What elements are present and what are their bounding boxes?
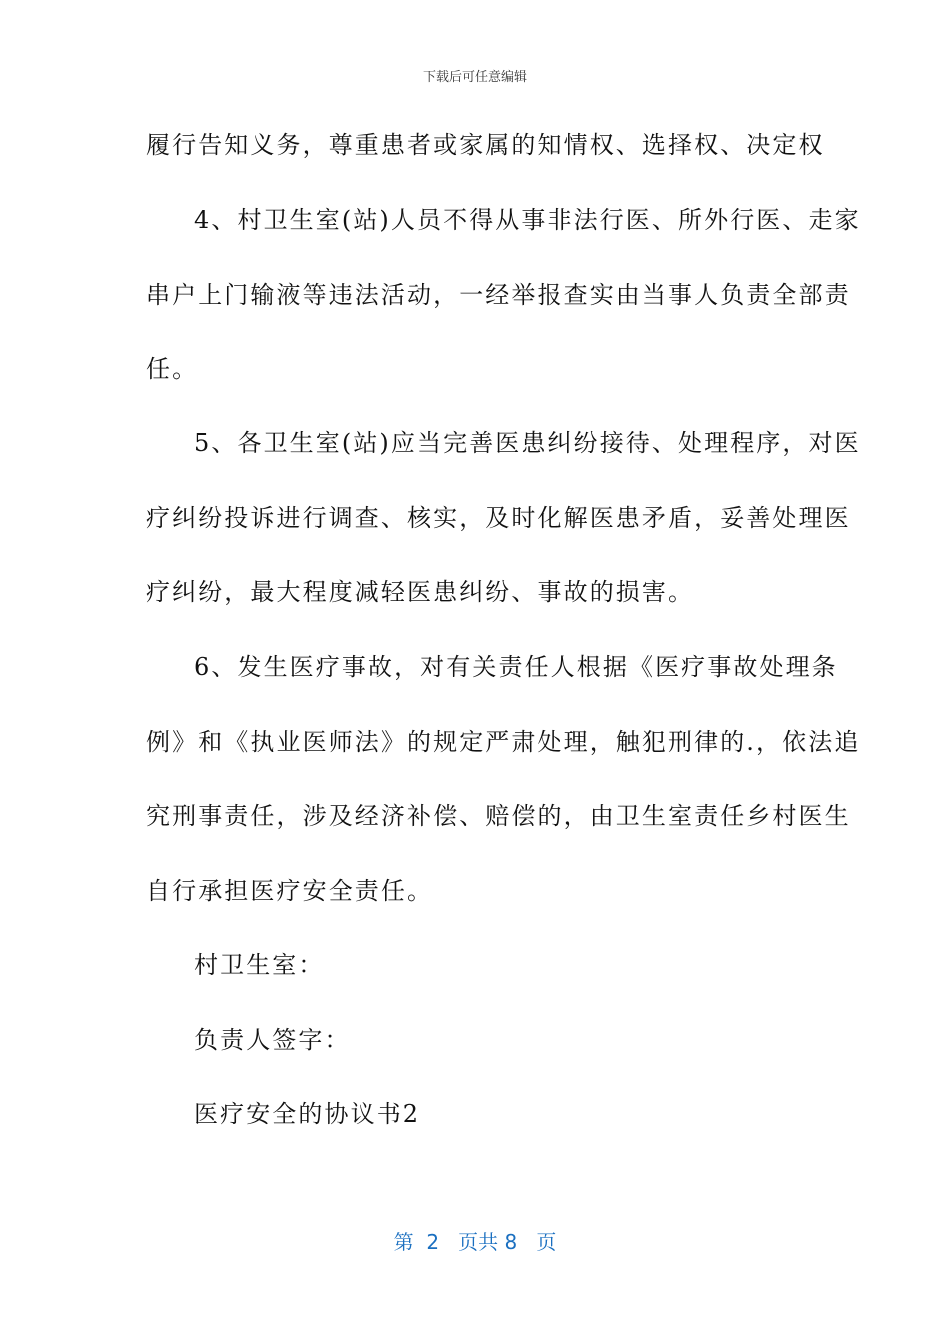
page-footer: 第 2 页共 8 页 [393,1230,557,1254]
paragraph-line: 例》和《执业医师法》的规定严肃处理，触犯刑律的.，依法追 [146,728,861,756]
paragraph-line: 自行承担医疗安全责任。 [146,877,434,905]
paragraph-line: 串户上门输液等违法活动，一经举报查实由当事人负责全部责 [146,281,851,309]
paragraph-line: 疗纠纷投诉进行调查、核实，及时化解医患矛盾，妥善处理医 [146,504,851,532]
paragraph-line: 任。 [146,355,199,383]
page-header: 下载后可任意编辑 [422,70,527,85]
paragraph-line: 5、各卫生室(站)应当完善医患纠纷接待、处理程序，对医 [194,429,861,457]
paragraph-line: 4、村卫生室(站)人员不得从事非法行医、所外行医、走家 [194,206,861,234]
signature-village-clinic: 村卫生室： [194,951,325,979]
paragraph-line: 疗纠纷，最大程度减轻医患纠纷、事故的损害。 [146,578,695,606]
paragraph-line: 究刑事责任，涉及经济补偿、赔偿的，由卫生室责任乡村医生 [146,802,851,830]
section-title: 医疗安全的协议书2 [194,1100,421,1128]
signature-responsible-person: 负责人签字： [194,1026,351,1054]
paragraph-line: 6、发生医疗事故，对有关责任人根据《医疗事故处理条 [194,653,838,681]
paragraph-line: 履行告知义务，尊重患者或家属的知情权、选择权、决定权 [146,131,825,159]
